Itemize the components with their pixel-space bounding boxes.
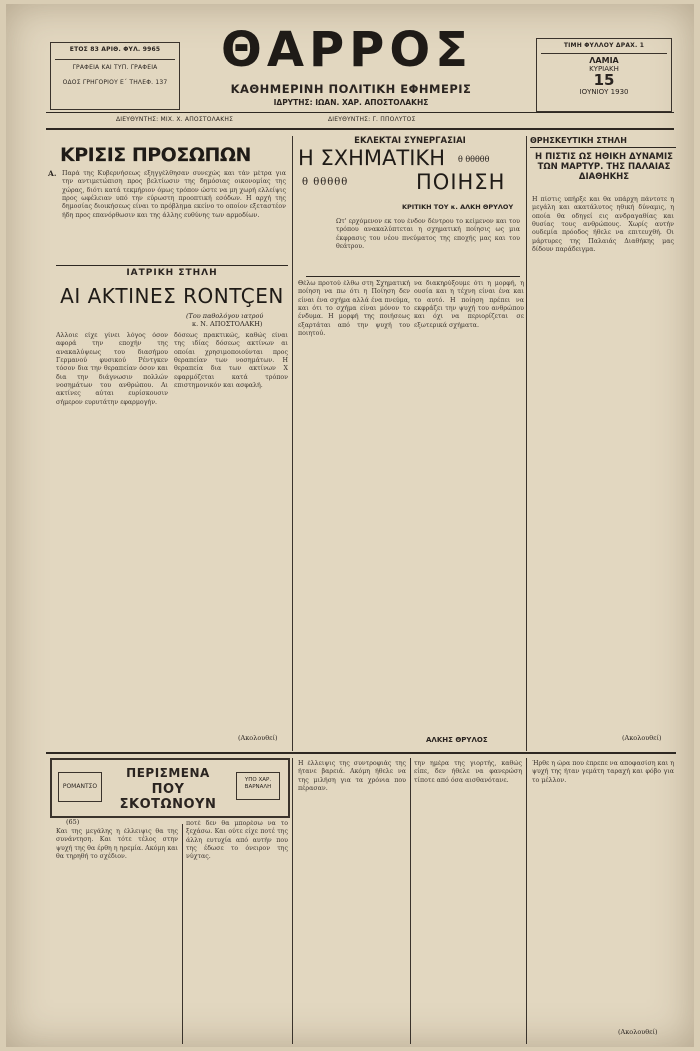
aktines-continued: (Ακολουθεί): [238, 734, 278, 742]
serial-rule-2: [292, 758, 293, 1044]
headline-schimatiki: Η ΣΧΗΜΑΤΙΚΗ: [298, 146, 445, 170]
byline-thrylos: ΚΡΙΤΙΚΗ ΤΟΥ κ. ΑΛΚΗ ΘΡΥΛΟΥ: [402, 203, 514, 211]
serial-title-line1: ΠΕΡΙΣΜΕΝΑ: [126, 766, 210, 780]
side-label: Α.: [48, 169, 57, 178]
kicker-synergasiai: ΕΚΛΕΚΤΑΙ ΣΥΝΕΡΓΑΣΙΑΙ: [354, 136, 466, 146]
weekday: ΚΥΡΙΑΚΗ: [589, 65, 619, 73]
headline-pistis: Η ΠΙΣΤΙΣ ΩΣ ΗΘΙΚΗ ΔΥΝΑΜΙΣ ΤΩΝ ΜΑΡΤΥΡ. ΤΗΣ ΠΑΛΑΙΑΣ ΔΙΑΘΗΚΗΣ: [535, 152, 673, 182]
serial-continued: (Ακολουθεί): [618, 1028, 658, 1036]
column-rule-1: [292, 136, 293, 751]
section-rule: [56, 265, 288, 266]
ornament-bottom: θ θθθθθ: [302, 177, 349, 188]
column-rule-2: [526, 136, 527, 751]
serial-rule-4: [526, 758, 527, 1044]
founder-line: ΙΔΡΥΤΗΣ: ΙΩΑΝ. ΧΑΡ. ΑΠΟΣΤΟΛΑΚΗΣ: [273, 98, 429, 107]
headline-aktines: ΑΙ ΑΚΤΙΝΕΣ RONTÇEN: [60, 284, 284, 308]
serial-col-2: ποτέ δεν θα μπορέσω να το ξεχάσω. Και ούτε είχε ποτέ της άλλη ευτυχία από αυτήν που της έδωσε το όνειρον της νύχτας.: [186, 820, 288, 861]
article-pistis-body: Η πίστις υπήρξε και θα υπάρχη πάντοτε η μεγάλη και ακατάλυτος ηθική δύναμις, η οποία θα οδηγεί εις ανδραγαθίας και θυσίας τους ανθρώπους. Χωρίς αυτήν ουδεμία πρόοδος ήθελε να επιτευχθή. Οι μάρτυρες της Παλαιάς Διαθήκης μας δίδουν παράδειγμα.: [532, 196, 674, 254]
newspaper-page: [6, 4, 694, 1047]
masthead-rule: [46, 112, 674, 113]
signature-thrylos: ΑΛΚΗΣ ΘΡΥΛΟΣ: [426, 736, 488, 744]
medical-section-label: ΙΑΤΡΙΚΗ ΣΤΗΛΗ: [126, 268, 218, 278]
serial-left-tag: ΡΟΜΑΝΤΣΟ: [58, 772, 102, 802]
headline-krisis: ΚΡΙΣΙΣ ΠΡΟΣΩΠΩΝ: [60, 144, 251, 166]
serial-rule-3: [410, 758, 411, 1044]
serial-title-box: [50, 758, 290, 818]
pistis-continued: (Ακολουθεί): [622, 734, 662, 742]
serial-col-1: Και της μεγάλης η έλλειψις θα της συνάντηση. Και τότε τέλος στην ψυχή της θα έρθη η ηρεμία. Ακόμη και θα τηρηθή το σχέδιον.: [56, 828, 178, 861]
issue-month-year: ΙΟΥΝΙΟΥ 1930: [579, 88, 629, 96]
byline-author: κ. Ν. ΑΠΟΣΤΟΛΑΚΗ): [192, 320, 263, 328]
serial-rule: [46, 752, 676, 754]
director-right: ΔΙΕΥΘΥΝΤΗΣ: Γ. ΠΠΟΛΥΤΟΣ: [328, 116, 416, 123]
serial-right-tag: ΥΠΟ ΧΑΡ. ΒΑΡΝΑΛΗ: [236, 772, 280, 800]
serial-rule-1: [182, 824, 183, 1044]
byline-note: (Του παθολόγου ιατρού: [186, 312, 264, 320]
issue-date-day: 15: [593, 71, 615, 89]
address-info: ΟΔΟΣ ΓΡΗΓΟΡΙΟΥ Ε΄ ΤΗΛΕΦ. 137: [62, 79, 168, 86]
intro-rule: [306, 276, 520, 277]
serial-title-line2: ΠΟΥ ΣΚΟΤΩΝΟΥΝ: [119, 782, 217, 812]
headline-poiisi: ΠΟΙΗΣΗ: [416, 170, 506, 194]
article-aktines-col-b: δόσεως πρακτικώς, καθώς είναι της ιδίας δόσεως ακτίνων αι οποίαι χρησιμοποιούνται προς θεραπείαν των νοσημάτων. Η θεραπεία δια των ακτίνων Χ εφαρμόζεται κατά τρόπον επιστημονικόν και ασφαλή.: [174, 332, 288, 390]
article-poiisi-col-b: να διακηρύξουμε ότι η μορφή, η ουσία και η τέχνη είναι ένα και το αυτό. Η ποίηση πρέπει να εκφράζει την ψυχή του ανθρώπου και όχι να περιορίζεται σε εξωτερικά σχήματα.: [414, 280, 524, 329]
director-left: ΔΙΕΥΘΥΝΤΗΣ: ΜΙΧ. Χ. ΑΠΟΣΤΟΛΑΚΗΣ: [116, 116, 234, 123]
article-poiisi-intro: Ωτ' ερχόμενον εκ του ένδον δέντρου το κείμενον και του τρόπου ανακαλύπτεται η σχηματική ποίησις ως μια έκφρασις του νέου πνεύματος της εποχής μας και του θεάτρου.: [336, 218, 520, 251]
city-name: ΛΑΜΙΑ: [589, 56, 619, 65]
article-poiisi-col-a: Θέλω προτού έλθω στη Σχηματική ποίηση να πω ότι η Ποίηση δεν είναι ένα σχήμα αλλά ένα πνεύμα, και ότι το σχήμα είναι μόνον το ένδυμα. Η μορφή της ποιήσεως εξαρτάται από την ψυχή του ποιητού.: [298, 280, 410, 338]
serial-col-5: Ήρθε η ώρα που έπρεπε να αποφασίση και η ψυχή της ήταν γεμάτη ταραχή και φόβο για το μέλλον.: [532, 760, 674, 784]
ornament-top: θ θθθθθ: [458, 155, 490, 164]
newspaper-subtitle: ΚΑΘΗΜΕΡΙΝΗ ΠΟΛΙΤΙΚΗ ΕΦΗΜΕΡΙΣ: [230, 82, 472, 96]
thriskeftiki-rule: [530, 147, 676, 148]
office-info: ΓΡΑΦΕΙΑ ΚΑΙ ΤΥΠ. ΓΡΑΦΕΙΑ: [72, 64, 158, 71]
issue-info: ΕΤΟΣ 83 ΑΡΙΘ. ΦΥΛ. 9965: [69, 46, 161, 53]
price-info: ΤΙΜΗ ΦΥΛΛΟΥ ΔΡΑΧ. 1: [563, 42, 645, 49]
newspaper-title: ΘΑΡΡΟΣ: [221, 22, 473, 78]
masthead-left-box: [50, 42, 180, 110]
serial-col-3: Η έλλειψις της συντροφιάς της ήτανε βαρειά. Ακόμη ήθελε να της μιλήση για τα χρόνια που πέρασαν.: [298, 760, 406, 793]
article-aktines-col-a: Αλλοιε είχε γίνει λόγος όσον αφορά την εποχήν της ανακαλύψεως του διασήμου Γερμανού φυσικού Ρέντγκεν τόσον δια την θεραπείαν όσον και δια την διάγνωσιν πολλών νοσημάτων του ανθρώπου. Αι ακτίνες αύται ευρίσκουσιν σήμερον ευρυτάτην εφαρμογήν.: [56, 332, 168, 406]
kicker-thriskeftiki: ΘΡΗΣΚΕΥΤΙΚΗ ΣΤΗΛΗ: [530, 136, 627, 145]
serial-col-4: την ημέρα της γιορτής, καθώς είπε, δεν ήθελε να φανερώση τίποτε από όσα αισθανότανε.: [414, 760, 522, 784]
article-krisis-body: Παρά της Κυβερνήσεως εξηγγέλθησαν συνεχώς και τάν μέτρα για την αντιμετώπιση προς βελτίωσιν της δημόσιας οικονομίας της χώρας, διότι κατά τεκμήριον όμως τρόπον ώστε να μη χωρή ελλείψις προς ωφέλειαν υπό την εύρωστη προοπτική εσόδων. Η αρχή της δημοσίας διοικήσεως είναι το πρόβλημα εκείνο το οποίον εξεταστέον ήδη προς επανόρθωσιν και της άλλης ευθύνης των αρμοδίων.: [62, 170, 286, 219]
header-rule: [46, 128, 674, 130]
masthead-right-box: [536, 38, 672, 112]
serial-number: (65): [66, 818, 80, 826]
